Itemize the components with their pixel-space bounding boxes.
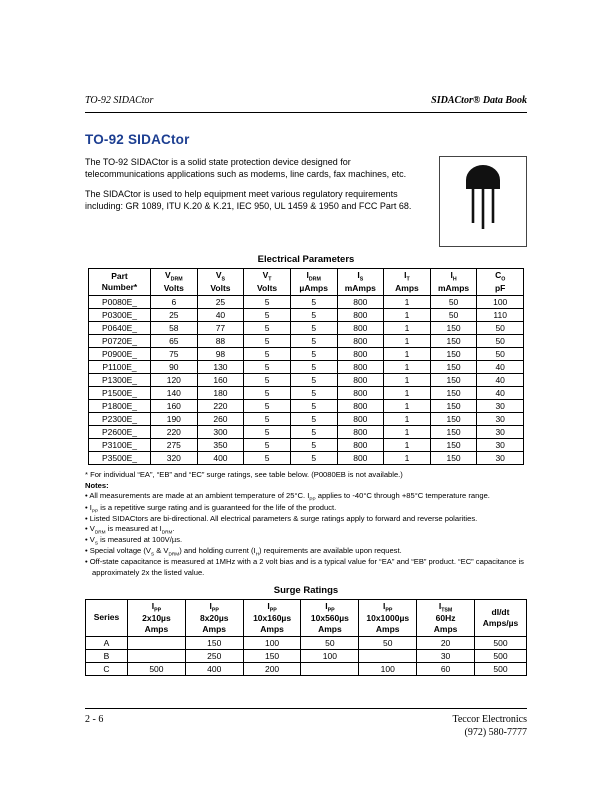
running-footer [85, 708, 527, 739]
surge-ratings-heading: Surge Ratings [273, 584, 339, 596]
table-cell: 100 [301, 649, 359, 662]
table-cell: 5 [290, 334, 337, 347]
column-header: Series [86, 599, 128, 636]
table-cell: 25 [151, 308, 198, 321]
table-cell: P1800E_ [89, 399, 151, 412]
table-cell: 30 [477, 438, 524, 451]
column-header: $C_O$ pF [477, 269, 524, 296]
table-cell: 500 [475, 649, 527, 662]
table-cell: 150 [430, 360, 477, 373]
table-row [89, 451, 524, 464]
table-cell: P0900E_ [89, 347, 151, 360]
table-cell: 20 [417, 636, 475, 649]
table-cell: 130 [197, 360, 244, 373]
table-cell: 40 [197, 308, 244, 321]
table-cell: 220 [151, 425, 198, 438]
table-row [86, 662, 527, 675]
table-cell [128, 649, 186, 662]
table-cell: 500 [475, 636, 527, 649]
table-cell: P1300E_ [89, 373, 151, 386]
table-cell: 5 [244, 451, 291, 464]
table-cell: 800 [337, 334, 384, 347]
column-header: $I_{TSM}$ 60Hz Amps [417, 599, 475, 636]
table-cell: 150 [430, 438, 477, 451]
table-cell: 150 [243, 649, 301, 662]
table-cell: 110 [477, 308, 524, 321]
table-cell: 800 [337, 360, 384, 373]
table-cell: 40 [477, 373, 524, 386]
table-cell: B [86, 649, 128, 662]
table-cell: 5 [244, 373, 291, 386]
table-row [86, 636, 527, 649]
column-header: $I_{PP}$ 10x560µs Amps [301, 599, 359, 636]
column-header: Part Number* [89, 269, 151, 296]
table-cell: 150 [430, 412, 477, 425]
table-cell: 58 [151, 321, 198, 334]
table-cell: 100 [477, 295, 524, 308]
table-row [86, 649, 527, 662]
footer-company: Teccor Electronics [452, 714, 527, 725]
table-cell: 1 [384, 412, 431, 425]
table-cell: 5 [290, 451, 337, 464]
table-cell [301, 662, 359, 675]
footer-contact [452, 714, 527, 739]
column-header: $I_{DRM}$ µAmps [290, 269, 337, 296]
table-footnote: * For individual “EA”, “EB” and “EC” surge ratings, see table below. (P0080EB is not available.) [85, 469, 403, 479]
table-cell: 90 [151, 360, 198, 373]
table-cell: 5 [244, 295, 291, 308]
table-cell: 88 [197, 334, 244, 347]
table-row [89, 321, 524, 334]
column-header: $I_T$ Amps [384, 269, 431, 296]
table-cell: 150 [430, 347, 477, 360]
table-cell: 5 [290, 399, 337, 412]
table-cell: 50 [301, 636, 359, 649]
table-cell: 320 [151, 451, 198, 464]
table-cell: 5 [290, 373, 337, 386]
table-cell: 150 [185, 636, 243, 649]
table-cell: 1 [384, 334, 431, 347]
table-cell: P0640E_ [89, 321, 151, 334]
table-cell [128, 636, 186, 649]
table-cell: P0300E_ [89, 308, 151, 321]
table-row [89, 373, 524, 386]
table-row [89, 360, 524, 373]
table-cell: 800 [337, 451, 384, 464]
table-cell: P1500E_ [89, 386, 151, 399]
table-cell: 250 [185, 649, 243, 662]
column-header: dI/dt Amps/µs [475, 599, 527, 636]
table-cell: A [86, 636, 128, 649]
electrical-table [88, 268, 524, 465]
table-cell: 50 [430, 295, 477, 308]
table-cell: 800 [337, 373, 384, 386]
note-item: • Listed SIDACtors are bi-directional. All electrical parameters & surge ratings apply to forward and reverse polarities. [85, 513, 478, 523]
note-item: • $V_S$ is measured at 100V/µs. [85, 535, 183, 546]
table-cell: 400 [185, 662, 243, 675]
table-cell: P2600E_ [89, 425, 151, 438]
column-header: $V_S$ Volts [197, 269, 244, 296]
table-cell: 190 [151, 412, 198, 425]
notes-list [85, 491, 527, 577]
table-cell: 5 [244, 425, 291, 438]
table-cell: 800 [337, 347, 384, 360]
note-item: • $V_{DRM}$ is measured at $I_{DRM}$. [85, 523, 175, 535]
table-cell: 1 [384, 425, 431, 438]
page-title: TO-92 SIDACtor [85, 132, 190, 147]
electrical-parameters-heading: Electrical Parameters [257, 254, 355, 265]
column-header: $I_{PP}$ 8x20µs Amps [185, 599, 243, 636]
table-row [89, 386, 524, 399]
column-header: $I_{PP}$ 10x160µs Amps [243, 599, 301, 636]
intro-paragraph-1: The TO-92 SIDACtor is a solid state protection device designed for telecommunications applications such as modems, line cards, fax machines, etc. [85, 157, 407, 180]
table-cell: 5 [244, 334, 291, 347]
table-cell: 800 [337, 425, 384, 438]
table-cell: 1 [384, 321, 431, 334]
table-cell: 800 [337, 321, 384, 334]
table-cell: 1 [384, 373, 431, 386]
column-header: $I_{PP}$ 2x10µs Amps [128, 599, 186, 636]
table-cell: 800 [337, 438, 384, 451]
table-cell: 30 [477, 399, 524, 412]
table-cell: 5 [244, 399, 291, 412]
note-item: • Off-state capacitance is measured at 1MHz with a 2 volt bias and is a typical value for “EA” and “EB” product. “EC” capacitance is approximately 2x the listed value. [85, 557, 524, 577]
table-cell: 1 [384, 451, 431, 464]
table-row [89, 295, 524, 308]
table-row [89, 308, 524, 321]
table-cell: 1 [384, 438, 431, 451]
table-cell: 150 [430, 399, 477, 412]
table-row [89, 399, 524, 412]
notes-label: Notes: [85, 481, 109, 491]
table-cell: 30 [477, 412, 524, 425]
table-cell: 1 [384, 386, 431, 399]
table-cell: P3100E_ [89, 438, 151, 451]
table-cell: 30 [477, 425, 524, 438]
table-row [89, 412, 524, 425]
note-item: • Special voltage ($V_S$ & $V_{DRM}$) and holding current $(I_H)$ requirements are available upon request. [85, 546, 402, 557]
column-header: $I_{PP}$ 10x1000µs Amps [359, 599, 417, 636]
table-cell: 5 [290, 425, 337, 438]
table-cell: 50 [477, 334, 524, 347]
table-cell: 100 [243, 636, 301, 649]
table-cell: 1 [384, 295, 431, 308]
table-cell: 1 [384, 308, 431, 321]
table-cell: 5 [244, 438, 291, 451]
table-cell: 6 [151, 295, 198, 308]
note-item: • $I_{PP}$ is a repetitive surge rating and is guaranteed for the life of the product. [85, 502, 337, 514]
column-header: $I_S$ mAmps [337, 269, 384, 296]
table-cell: P3500E_ [89, 451, 151, 464]
table-cell: 60 [417, 662, 475, 675]
table-cell: 800 [337, 399, 384, 412]
table-cell: 1 [384, 347, 431, 360]
header-left-title: TO-92 SIDACtor [85, 95, 154, 106]
table-cell: 5 [290, 347, 337, 360]
table-cell: 800 [337, 308, 384, 321]
table-cell: 5 [244, 360, 291, 373]
table-cell: 1 [384, 399, 431, 412]
table-cell: P2300E_ [89, 412, 151, 425]
page-content [85, 95, 527, 676]
intro-paragraphs [85, 156, 421, 247]
footer-page-number: 2 - 6 [85, 714, 104, 725]
table-cell: 50 [477, 347, 524, 360]
table-cell: 275 [151, 438, 198, 451]
table-cell: 50 [359, 636, 417, 649]
table-cell: 5 [290, 308, 337, 321]
table-cell [359, 649, 417, 662]
table-cell: 5 [244, 321, 291, 334]
table-cell: 77 [197, 321, 244, 334]
table-cell: 150 [430, 425, 477, 438]
table-cell: 5 [290, 360, 337, 373]
table-cell: 500 [128, 662, 186, 675]
table-cell: 160 [197, 373, 244, 386]
table-cell: 5 [244, 308, 291, 321]
table-cell: 50 [477, 321, 524, 334]
table-cell: 5 [290, 321, 337, 334]
table-cell: 150 [430, 373, 477, 386]
table-cell: 5 [244, 347, 291, 360]
column-header: $I_H$ mAmps [430, 269, 477, 296]
table-cell: C [86, 662, 128, 675]
package-figure [439, 156, 527, 247]
table-cell: 5 [290, 386, 337, 399]
table-cell: 5 [290, 412, 337, 425]
footer-phone: (972) 580-7777 [464, 726, 527, 738]
table-cell: 75 [151, 347, 198, 360]
table-cell: 150 [430, 321, 477, 334]
table-row [89, 438, 524, 451]
table-cell: 5 [290, 295, 337, 308]
table-cell: 160 [151, 399, 198, 412]
table-cell: 150 [430, 386, 477, 399]
table-cell: 30 [477, 451, 524, 464]
table-cell: P1100E_ [89, 360, 151, 373]
table-cell: 40 [477, 360, 524, 373]
table-cell: 180 [197, 386, 244, 399]
table-cell: 5 [290, 438, 337, 451]
table-cell: 25 [197, 295, 244, 308]
table-cell: 800 [337, 412, 384, 425]
table-row [89, 347, 524, 360]
table-cell: P0080E_ [89, 295, 151, 308]
intro-paragraph-2: The SIDACtor is used to help equipment meet various regulatory requirements including: GR 1089, ITU K.20 & K.21, IEC 950, UL 1459 & 1950 and FCC Part 68. [85, 189, 412, 212]
column-header: $V_{DRM}$ Volts [151, 269, 198, 296]
table-cell: 260 [197, 412, 244, 425]
table-cell: P0720E_ [89, 334, 151, 347]
column-header: $V_T$ Volts [244, 269, 291, 296]
table-cell: 5 [244, 412, 291, 425]
table-cell: 800 [337, 295, 384, 308]
table-cell: 120 [151, 373, 198, 386]
table-cell: 400 [197, 451, 244, 464]
table-cell: 150 [430, 451, 477, 464]
table-cell: 800 [337, 386, 384, 399]
table-cell: 150 [430, 334, 477, 347]
surge-table [85, 599, 527, 676]
header-right-title: SIDACtor® Data Book [431, 95, 527, 106]
table-cell: 350 [197, 438, 244, 451]
table-row [89, 425, 524, 438]
table-cell: 50 [430, 308, 477, 321]
table-cell: 1 [384, 360, 431, 373]
running-header [85, 95, 527, 113]
table-cell: 300 [197, 425, 244, 438]
table-cell: 98 [197, 347, 244, 360]
note-item: • All measurements are made at an ambient temperature of 25°C. $I_{PP}$ applies to -40°C through +85°C temperature range. [85, 491, 490, 502]
table-cell: 220 [197, 399, 244, 412]
table-cell: 40 [477, 386, 524, 399]
intro-section [85, 156, 527, 247]
to92-package-icon [440, 157, 526, 246]
table-cell: 30 [417, 649, 475, 662]
table-cell: 100 [359, 662, 417, 675]
table-cell: 200 [243, 662, 301, 675]
table-row [89, 334, 524, 347]
table-cell: 140 [151, 386, 198, 399]
table-cell: 5 [244, 386, 291, 399]
table-cell: 500 [475, 662, 527, 675]
table-cell: 65 [151, 334, 198, 347]
